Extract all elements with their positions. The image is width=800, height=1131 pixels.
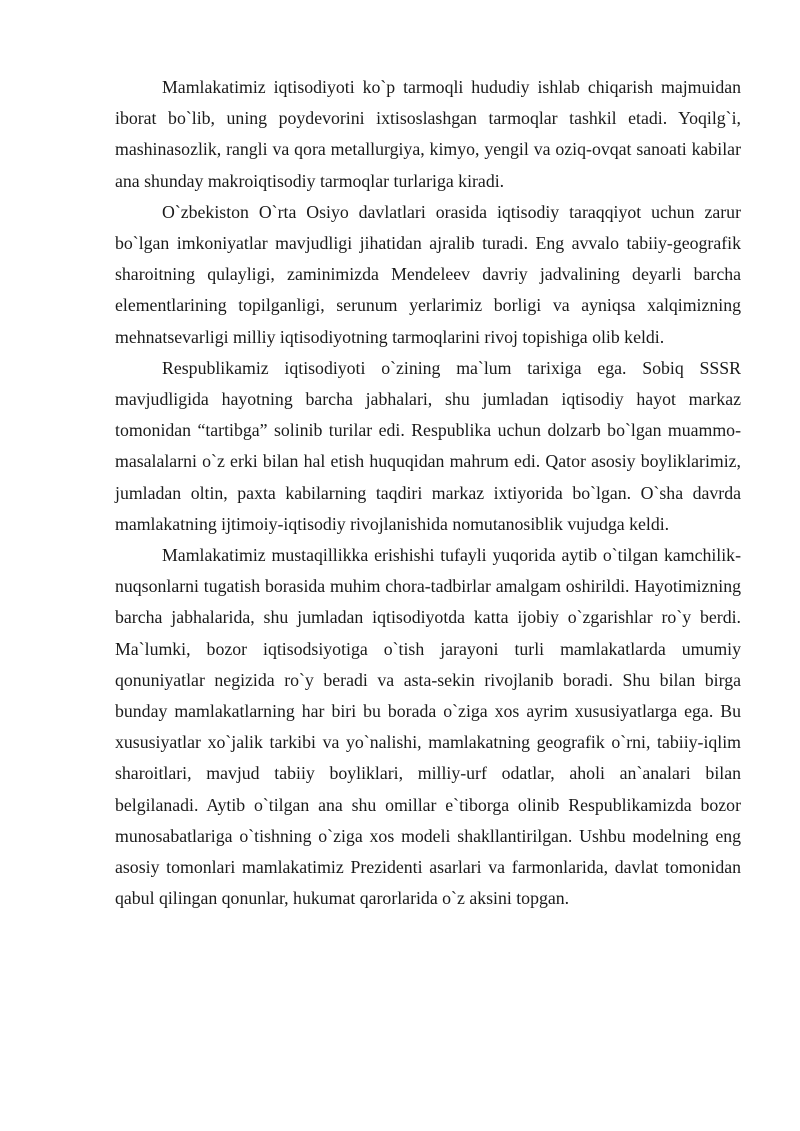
document-page (115, 72, 741, 914)
paragraph-independence-reforms: Mamlakatimiz mustaqillikka erishishi tufayli yuqorida aytib o`tilgan kamchilik-nuqsonlarni tugatish borasida muhim chora-tadbirlar amalgam oshirildi. Hayotimizning barcha jabhalarida, shu jumladan iqtisodiyotda katta ijobiy o`zgarishlar ro`y berdi. Ma`lumki, bozor iqtisodsiyotiga o`tish jarayoni turli mamlakatlarda umumiy qonuniyatlar negizida ro`y beradi va asta-sekin rivojlanib boradi. Shu bilan birga bunday mamlakatlarning har biri bu borada o`ziga xos ayrim xususiyatlarga ega. Bu xususiyatlar xo`jalik tarkibi va yo`nalishi, mamlakatning geografik o`rni, tabiiy-iqlim sharoitlari, mavjud tabiiy boyliklari, milliy-urf odatlar, aholi an`analari bilan belgilanadi. Aytib o`tilgan ana shu omillar e`tiborga olinib Respublikamizda bozor munosabatlariga o`tishning o`ziga xos modeli shakllantirilgan. Ushbu modelning eng asosiy tomonlari mamlakatimiz Prezidenti asarlari va farmonlarida, davlat tomonidan qabul qilingan qonunlar, hukumat qarorlarida o`z aksini topgan. (115, 545, 741, 909)
paragraph-uzbekistan-potential: O`zbekiston O`rta Osiyo davlatlari orasida iqtisodiy taraqqiyot uchun zarur bo`lgan imkoniyatlar mavjudligi jihatidan ajralib turadi. Eng avvalo tabiiy-geografik sharoitning qulayligi, zaminimizda Mendeleev davriy jadvalining deyarli barcha elementlarining topilganligi, serunum yerlarimiz borligi va ayniqsa xalqimizning mehnatsevarligi milliy iqtisodiyotning tarmoqlarini rivoj topishiga olib keldi. (115, 201, 741, 347)
paragraph-economy-structure: Mamlakatimiz iqtisodiyoti ko`p tarmoqli hududiy ishlab chiqarish majmuidan iborat bo`lib, uning poydevorini ixtisoslashgan tarmoqlar tashkil etadi. Yoqilg`i, mashinasozlik, rangli va qora metallurgiya, kimyo, yengil va oziq-ovqat sanoati kabilar ana shunday makroiqtisodiy tarmoqlar turlariga kiradi. (115, 77, 741, 191)
paragraph-economic-history: Respublikamiz iqtisodiyoti o`zining ma`lum tarixiga ega. Sobiq SSSR mavjudligida hayotning barcha jabhalari, shu jumladan iqtisodiy hayot markaz tomonidan “tartibga” solinib turilar edi. Respublika uchun dolzarb bo`lgan muammo-masalalarni o`z erki bilan hal etish huquqidan mahrum edi. Qator asosiy boyliklarimiz, jumladan oltin, paxta kabilarning taqdiri markaz ixtiyorida bo`lgan. O`sha davrda mamlakatning ijtimoiy-iqtisodiy rivojlanishida nomutanosiblik vujudga keldi. (115, 357, 741, 534)
